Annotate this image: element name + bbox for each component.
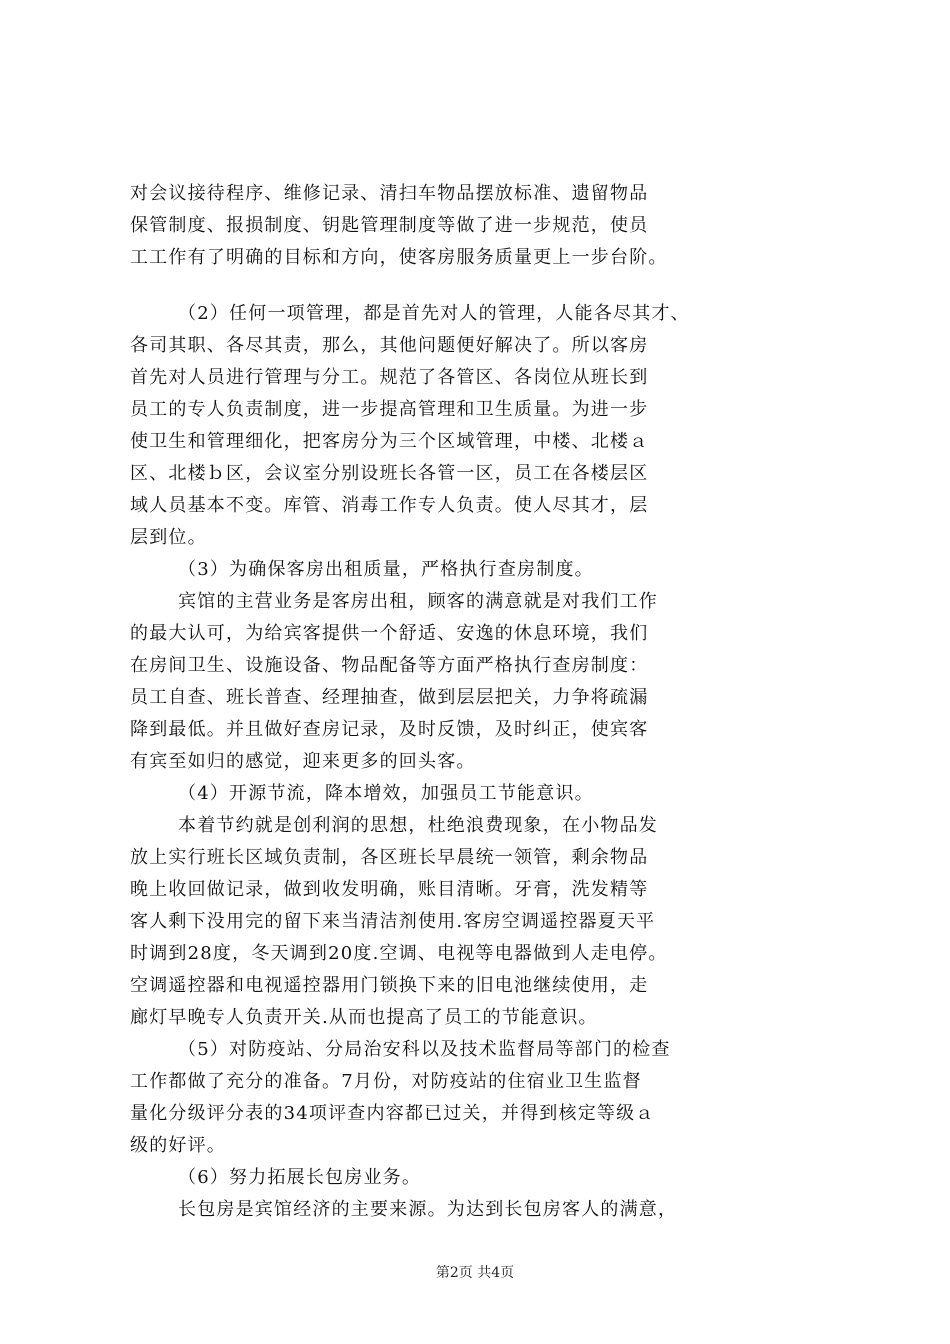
- page-footer: 第2页 共4页: [435, 1265, 515, 1281]
- text-line: 员工的专人负责制度，进一步提高管理和卫生质量。为进一步: [130, 399, 649, 420]
- text-line: 本着节约就是创利润的思想，杜绝浪费现象，在小物品发: [178, 815, 658, 836]
- text-line: 宾馆的主营业务是客房出租，顾客的满意就是对我们工作: [178, 591, 658, 612]
- text-line: 工作都做了充分的准备。7月份，对防疫站的住宿业卫生监督: [130, 1071, 642, 1092]
- text-line: 放上实行班长区域负责制，各区班长早晨统一领管，剩余物品: [130, 847, 649, 868]
- text-line: 工工作有了明确的目标和方向，使客房服务质量更上一步台阶。: [130, 247, 668, 268]
- text-line: （2）任何一项管理，都是首先对人的管理，人能各尽其才、: [178, 303, 690, 324]
- text-line: 区、北楼ｂ区，会议室分别设班长各管一区，员工在各楼层区: [130, 463, 649, 484]
- text-line: 客人剩下没用完的留下来当清洁剂使用.客房空调遥控器夏天平: [130, 911, 656, 932]
- text-line: 廊灯早晚专人负责开关.从而也提高了员工的节能意识。: [130, 1007, 598, 1028]
- text-line: 层到位。: [130, 527, 207, 548]
- text-line: （5）对防疫站、分局治安科以及技术监督局等部门的检查: [178, 1039, 671, 1060]
- text-line: 首先对人员进行管理与分工。规范了各管区、各岗位从班长到: [130, 367, 649, 388]
- text-line: （4）开源节流，降本增效，加强员工节能意识。: [178, 783, 594, 804]
- text-line: 各司其职、各尽其责，那么，其他问题便好解决了。所以客房: [130, 335, 649, 356]
- text-line: 有宾至如归的感觉，迎来更多的回头客。: [130, 751, 476, 772]
- text-line: 降到最低。并且做好查房记录，及时反馈，及时纠正，使宾客: [130, 719, 649, 740]
- text-line: 量化分级评分表的34项评查内容都已过关，并得到核定等级ａ: [130, 1103, 655, 1124]
- text-line: 的最大认可，为给宾客提供一个舒适、安逸的休息环境，我们: [130, 623, 649, 644]
- text-line: 使卫生和管理细化，把客房分为三个区域管理，中楼、北楼ａ: [130, 431, 649, 452]
- text-line: 员工自查、班长普查、经理抽查，做到层层把关，力争将疏漏: [130, 687, 649, 708]
- text-line: 时调到28度，冬天调到20度.空调、电视等电器做到人走电停。: [130, 943, 668, 964]
- text-line: 空调遥控器和电视遥控器用门锁换下来的旧电池继续使用，走: [130, 975, 649, 996]
- text-line: （6）努力拓展长包房业务。: [178, 1167, 422, 1188]
- text-line: 晚上收回做记录，做到收发明确，账目清晰。牙膏，洗发精等: [130, 879, 649, 900]
- text-line: 保管制度、报损制度、钥匙管理制度等做了进一步规范，使员: [130, 215, 649, 236]
- text-line: 级的好评。: [130, 1135, 226, 1156]
- text-line: 对会议接待程序、维修记录、清扫车物品摆放标准、遗留物品: [130, 183, 649, 204]
- text-line: 在房间卫生、设施设备、物品配备等方面严格执行查房制度：: [130, 655, 649, 676]
- text-line: 长包房是宾馆经济的主要来源。为达到长包房客人的满意，: [178, 1199, 678, 1220]
- text-line: 域人员基本不变。库管、消毒工作专人负责。使人尽其才，层: [130, 495, 649, 516]
- text-line: （3）为确保客房出租质量，严格执行查房制度。: [178, 559, 594, 580]
